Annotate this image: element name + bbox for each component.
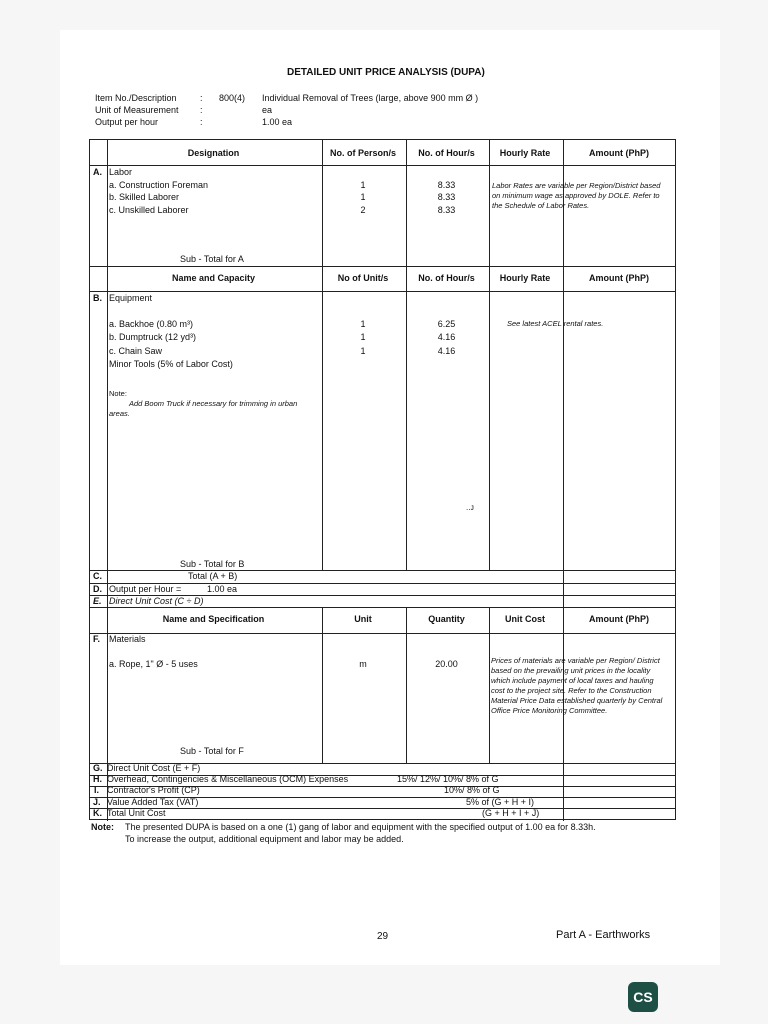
equip-rate-note: See latest ACEL rental rates.: [507, 319, 604, 328]
labor-subtotal-bottom: [90, 266, 675, 267]
output-label: Output per hour: [95, 117, 159, 127]
dupa-table: [89, 139, 676, 820]
footnote-label: Note:: [91, 822, 114, 832]
row-g-letter: G.: [93, 763, 103, 773]
equipment-letter: B.: [93, 293, 102, 303]
mat-col-unit: Unit: [354, 614, 372, 624]
equip-note-text: Add Boom Truck if necessary for trimming in urban areas.: [109, 399, 298, 418]
materials-letter: F.: [93, 634, 101, 644]
output-colon: :: [200, 117, 203, 127]
equip-row-3-name: c. Chain Saw: [109, 346, 163, 356]
equip-row-2-name: b. Dumptruck (12 yd³): [109, 332, 197, 342]
item-label: Item No./Description: [95, 93, 177, 103]
row-e-bottom: [90, 607, 675, 608]
row-h-rate: 15%/ 12%/ 10%/ 8% of G: [397, 774, 499, 784]
equip-col-hours: No. of Hour/s: [418, 273, 475, 283]
labor-col-designation: Designation: [187, 148, 240, 158]
labor-header-bottom: [90, 165, 675, 166]
row-i-letter: I.: [94, 785, 100, 795]
labor-row-3-name: c. Unskilled Laborer: [109, 205, 189, 215]
row-h-text: Overhead, Contingencies & Miscellaneous (OCM) Expenses: [107, 774, 349, 784]
stray-mark: ..ᴊ: [466, 503, 474, 512]
col-line-3-mat: [406, 607, 407, 763]
labor-rate-note: Labor Rates are variable per Region/District based on minimum wage as approved by DOLE. Refer to the Schedule of Labor Rates.: [492, 181, 661, 210]
labor-row-1-hours: 8.33: [437, 180, 456, 190]
equip-row-1-hours: 6.25: [437, 319, 456, 329]
labor-row-3-persons: 2: [360, 205, 366, 215]
labor-col-amount: Amount (PhP): [589, 148, 649, 158]
col-line-5: [563, 140, 564, 821]
materials-header-bottom: [90, 633, 675, 634]
item-colon: :: [200, 93, 203, 103]
page-number: 29: [377, 931, 389, 942]
row-i-rate: 10%/ 8% of G: [444, 785, 500, 795]
item-number: 800(4): [219, 93, 246, 103]
materials-section: Materials: [109, 634, 146, 644]
labor-section: Labor: [109, 167, 133, 177]
item-description: Individual Removal of Trees (large, above 900 mm Ø ): [262, 93, 479, 103]
mat-col-qty: Quantity: [428, 614, 465, 624]
labor-row-2-persons: 1: [360, 192, 366, 202]
row-k-letter: K.: [93, 808, 102, 818]
equip-col-units: No of Unit/s: [337, 273, 389, 283]
labor-row-1-name: a. Construction Foreman: [109, 180, 209, 190]
labor-row-3-hours: 8.33: [437, 205, 456, 215]
mat-col-amount: Amount (PhP): [589, 614, 649, 624]
row-j-letter: J.: [93, 797, 101, 807]
mat-row-1-name: a. Rope, 1" Ø - 5 uses: [109, 659, 198, 669]
equip-row-2-hours: 4.16: [437, 332, 456, 342]
row-j-rate: 5% of (G + H + I): [466, 797, 535, 807]
labor-col-rate: Hourly Rate: [499, 148, 551, 158]
equip-row-1-units: 1: [360, 319, 366, 329]
col-line-4-mat: [489, 607, 490, 763]
row-e-text: Direct Unit Cost (C ÷ D): [109, 596, 204, 606]
mat-row-1-unit: m: [359, 659, 367, 669]
equip-row-3-hours: 4.16: [437, 346, 456, 356]
labor-col-hours: No. of Hour/s: [418, 148, 475, 158]
equip-col-rate: Hourly Rate: [499, 273, 551, 283]
materials-subtotal: Sub - Total for F: [180, 746, 244, 756]
labor-row-2-name: b. Skilled Laborer: [109, 192, 180, 202]
labor-letter: A.: [93, 167, 102, 177]
row-h-letter: H.: [93, 774, 102, 784]
row-k-text: Total Unit Cost: [107, 808, 166, 818]
footnote-line-2: To increase the output, additional equipment and labor may be added.: [125, 834, 404, 844]
equip-col-name: Name and Capacity: [171, 273, 256, 283]
row-g-text: Direct Unit Cost (E + F): [107, 763, 201, 773]
row-d-value: 1.00 ea: [207, 584, 238, 594]
row-k-rate: (G + H + I + J): [482, 808, 540, 818]
unit-label: Unit of Measurement: [95, 105, 179, 115]
row-d-letter: D.: [93, 584, 102, 594]
labor-row-1-persons: 1: [360, 180, 366, 190]
mat-row-1-qty: 20.00: [435, 659, 458, 669]
equipment-subtotal-bottom: [90, 570, 675, 571]
mat-col-name: Name and Specification: [162, 614, 265, 624]
row-c-letter: C.: [93, 571, 102, 581]
row-c-text: Total (A + B): [188, 571, 238, 581]
equipment-section: Equipment: [109, 293, 153, 303]
equip-row-2-units: 1: [360, 332, 366, 342]
row-j-text: Value Added Tax (VAT): [107, 797, 199, 807]
page-title: DETAILED UNIT PRICE ANALYSIS (DUPA): [287, 67, 485, 78]
equip-note-label: Note:: [109, 389, 127, 398]
row-j-bottom: [90, 808, 675, 809]
equip-row-1-name: a. Backhoe (0.80 m³): [109, 319, 194, 329]
row-d-text: Output per Hour =: [109, 584, 182, 594]
labor-col-persons: No. of Person/s: [329, 148, 396, 158]
camscanner-badge-icon: CS: [628, 982, 658, 1012]
output-value: 1.00 ea: [262, 117, 293, 127]
equipment-header-bottom: [90, 291, 675, 292]
row-e-letter: E.: [93, 596, 102, 606]
footnote-line-1: The presented DUPA is based on a one (1) gang of labor and equipment with the specified output of 1.00 ea for 8.33h.: [125, 822, 596, 832]
letter-column-line: [107, 140, 108, 821]
labor-row-2-hours: 8.33: [437, 192, 456, 202]
unit-colon: :: [200, 105, 203, 115]
col-line-4: [489, 140, 490, 570]
labor-subtotal: Sub - Total for A: [180, 254, 244, 264]
mat-col-cost: Unit Cost: [505, 614, 545, 624]
equip-row-4-name: Minor Tools (5% of Labor Cost): [109, 359, 233, 369]
col-line-2-mat: [322, 607, 323, 763]
row-i-text: Contractor's Profit (CP): [107, 785, 200, 795]
equipment-subtotal: Sub - Total for B: [180, 559, 245, 569]
section-footer: Part A - Earthworks: [556, 929, 651, 941]
equip-col-amount: Amount (PhP): [589, 273, 649, 283]
equip-row-3-units: 1: [360, 346, 366, 356]
unit-value: ea: [262, 105, 273, 115]
materials-note: Prices of materials are variable per Region/ District based on the prevailing unit prices in the locality which include payment of local taxes and hauling cost to the project site. Refer to the Construction Material Price Data established quarterly by Central Office Price Monitoring Committee.: [491, 656, 663, 715]
